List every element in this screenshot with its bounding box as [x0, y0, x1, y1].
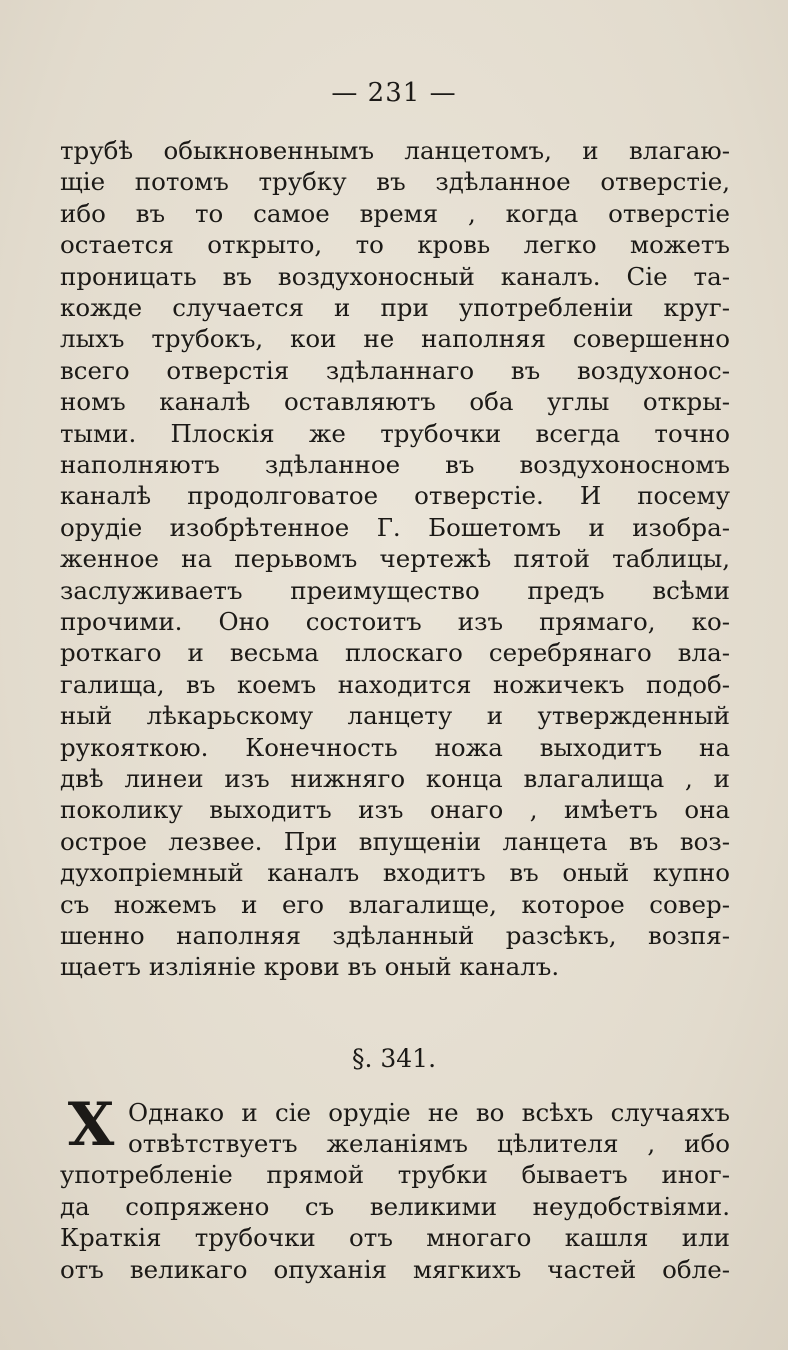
text-line: прочими. Оно состоитъ изъ прямаго, ко-	[60, 607, 730, 636]
text-line: ибо въ то самое время , когда отверстіе	[60, 198, 730, 228]
text-line: трубѣ обыкновеннымъ ланцетомъ, и влагаю-	[60, 136, 730, 165]
text-line: ный лѣкарьскому ланцету и утвержденный	[60, 701, 730, 731]
text-line: острое лезвее. При впущеніи ланцета въ воз-	[60, 826, 730, 856]
text-line: проницать въ воздухоносный каналъ. Сіе та-	[60, 261, 730, 291]
text-line: заслуживаетъ преимущество предъ всѣми	[60, 575, 730, 605]
text-line: орудіе изобрѣтенное Г. Бошетомъ и изобра-	[60, 512, 730, 542]
drop-cap: Х	[67, 1090, 115, 1160]
text-line: поколику выходитъ изъ онаго , имѣетъ она	[60, 795, 730, 825]
text-line: отвѣтствуетъ желаніямъ цѣлителя , ибо	[128, 1129, 730, 1158]
text-line: кожде случается и при употребленіи круг-	[60, 293, 730, 322]
text-line: двѣ линеи изъ нижняго конца влагалища , и	[60, 764, 730, 793]
text-line: Однако и сіе орудіе не во всѣхъ случаяхъ	[128, 1098, 730, 1127]
text-line: женное на перьвомъ чертежѣ пятой таблицы,	[60, 544, 730, 574]
text-line: тыми. Плоскія же трубочки всегда точно	[60, 418, 730, 448]
text-line: наполняютъ здѣланное въ воздухоносномъ	[60, 450, 730, 479]
text-line: галища, въ коемъ находится ножичекъ подоб-	[60, 669, 730, 699]
text-line: рукояткою. Конечность ножа выходитъ на	[60, 732, 730, 762]
section-heading: §. 341.	[351, 1044, 437, 1073]
text-line: духопріемный каналъ входитъ въ оный купно	[60, 858, 730, 888]
text-line: остается открыто, то кровь легко можетъ	[60, 230, 730, 260]
text-line: Краткія трубочки отъ многаго кашля или	[60, 1223, 730, 1252]
text-line: щаетъ изліяніе крови въ оный каналъ.	[60, 952, 560, 982]
text-line: да сопряжено съ великими неудобствіями.	[60, 1191, 730, 1221]
text-line: каналѣ продолговатое отверстіе. И посему	[60, 481, 730, 511]
text-line: номъ каналѣ оставляютъ оба углы откры-	[60, 387, 730, 417]
text-line: шенно наполняя здѣланный разсѣкъ, возпя-	[60, 921, 730, 950]
page-number: — 231 —	[331, 78, 457, 108]
text-line: отъ великаго опуханія мягкихъ частей обле-	[60, 1254, 730, 1284]
text-line: употребленіе прямой трубки бываетъ иног-	[60, 1160, 730, 1189]
text-line: всего отверстія здѣланнаго въ воздухонос-	[60, 355, 730, 385]
text-line: съ ножемъ и его влагалище, которое совер-	[60, 889, 730, 919]
text-line: лыхъ трубокъ, кои не наполняя совершенно	[60, 324, 730, 354]
text-line: роткаго и весьма плоскаго серебрянаго вла-	[60, 638, 730, 668]
text-line: щіе потомъ трубку въ здѣланное отверстіе,	[60, 167, 730, 197]
